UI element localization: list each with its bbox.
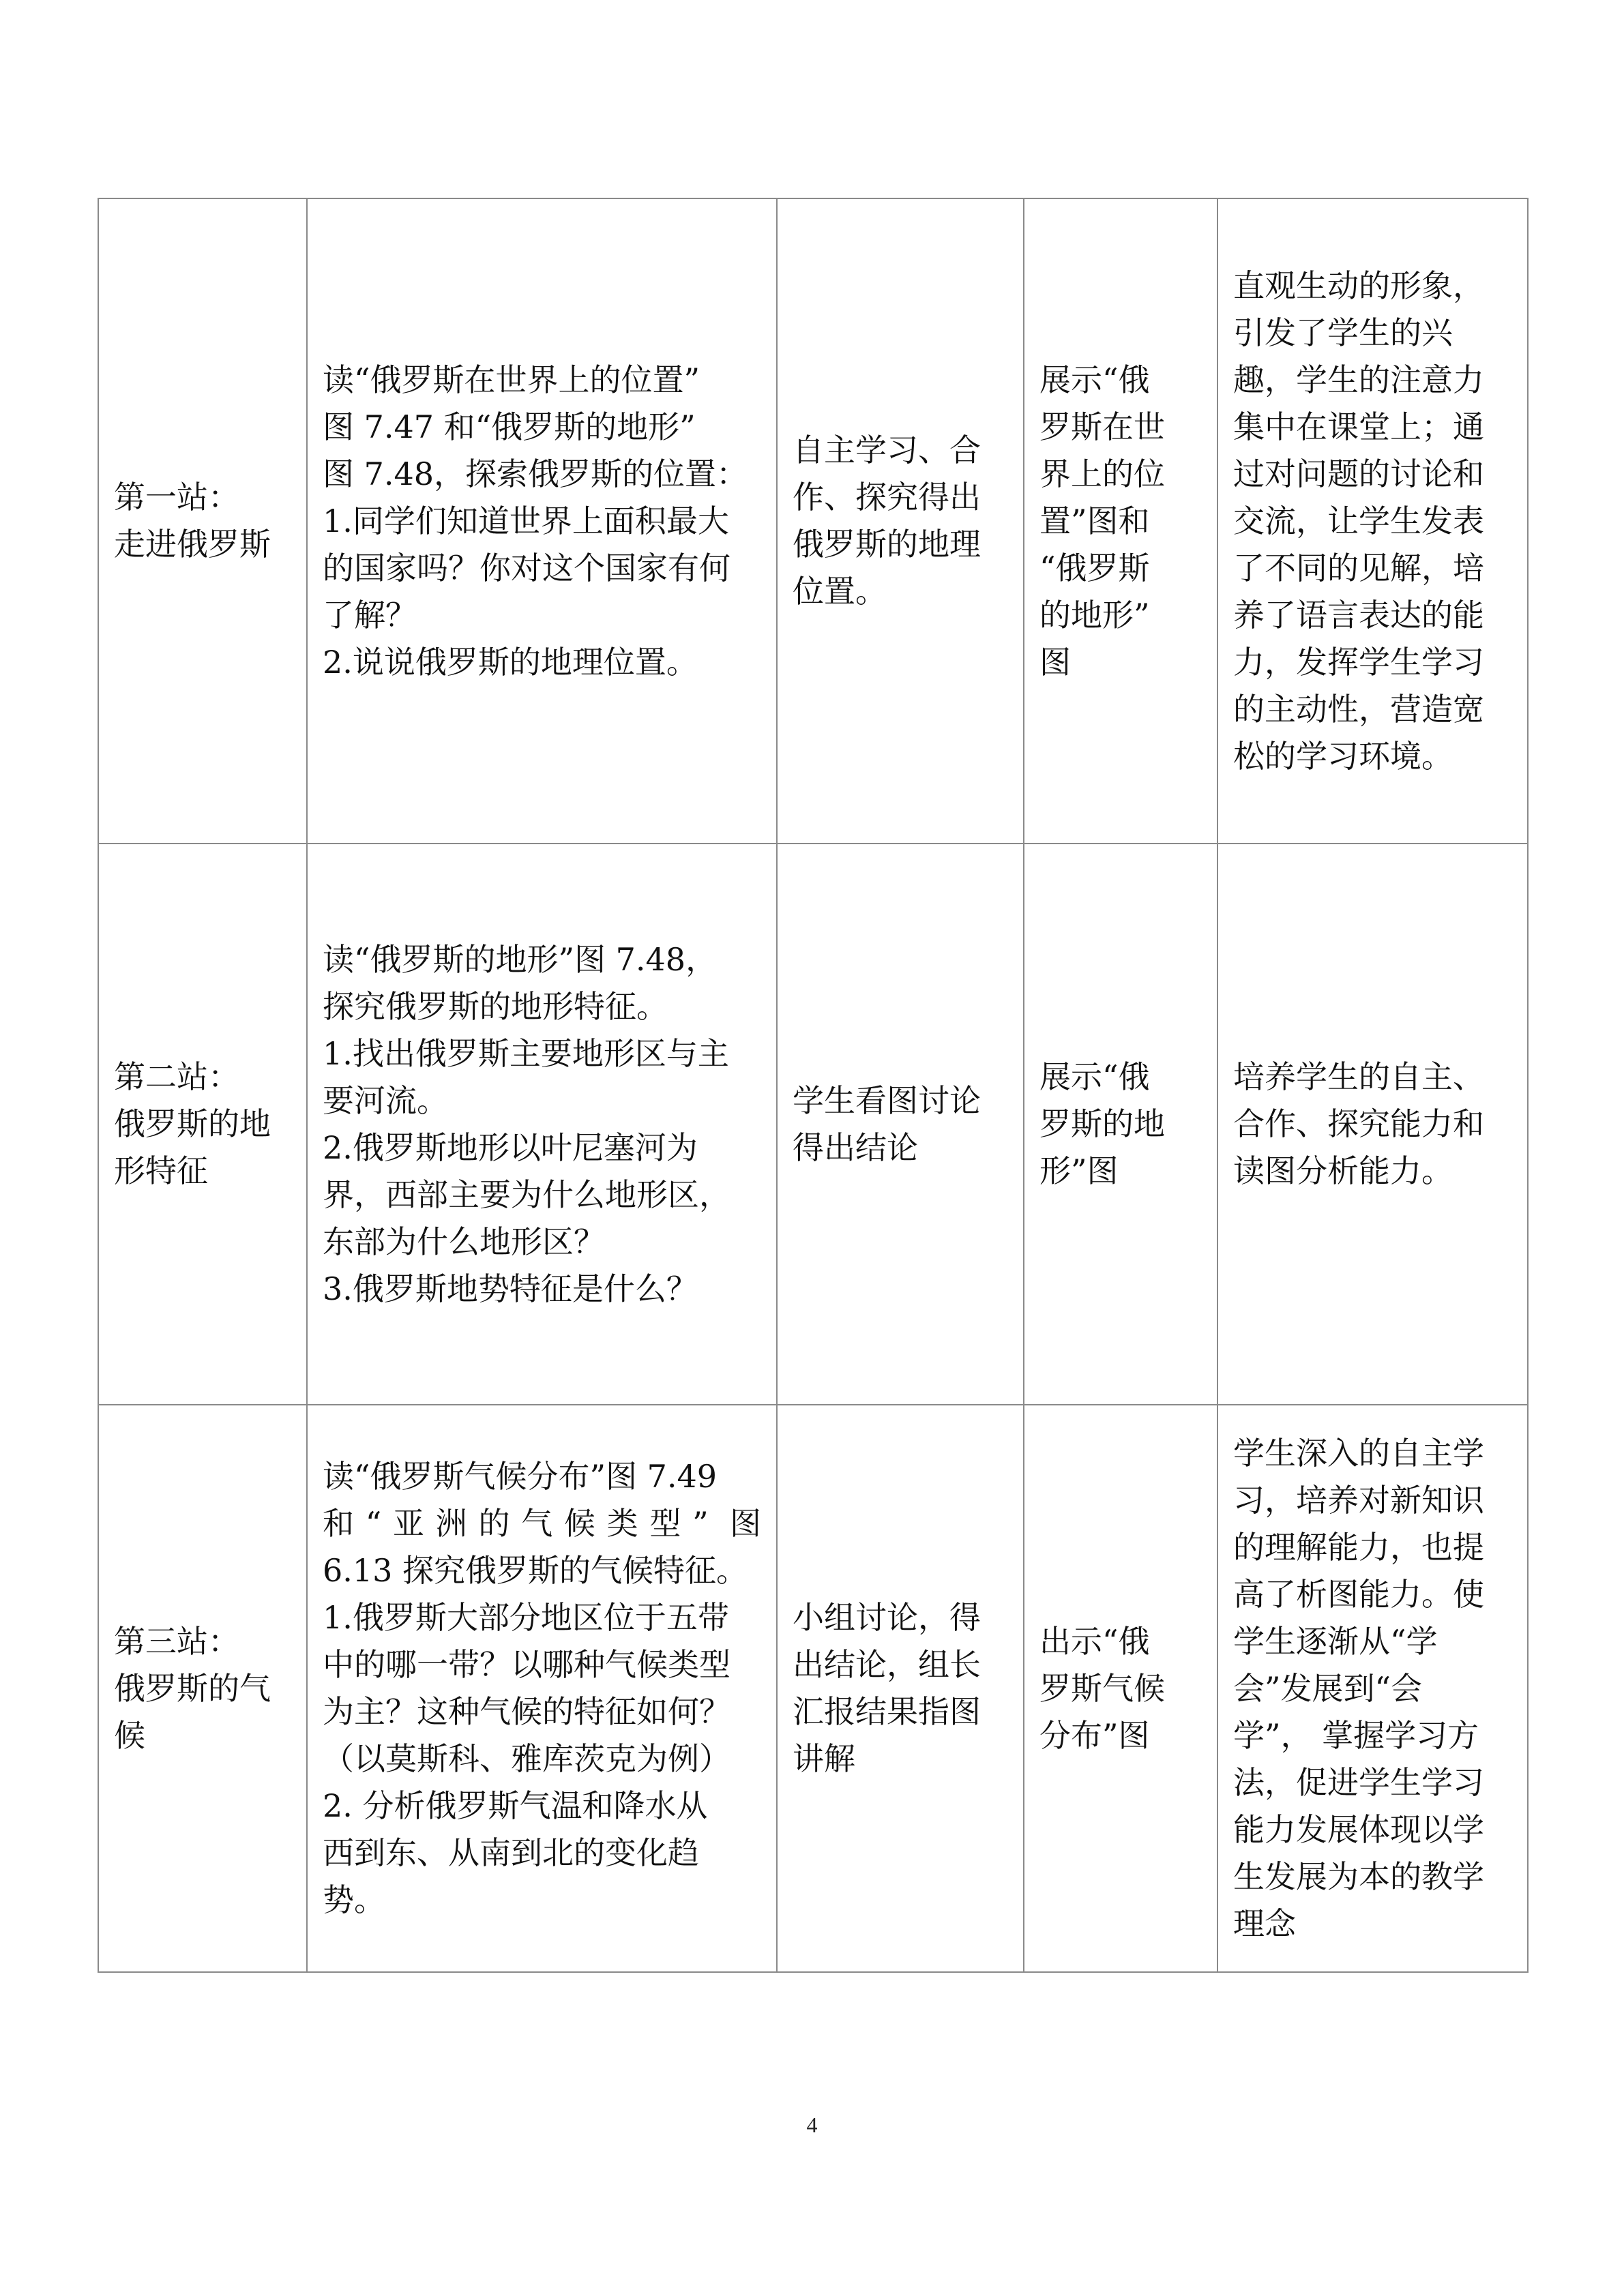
cell-text-line: 图 [1039, 643, 1071, 681]
cell-text-line: 习，培养对新知识 [1233, 1481, 1484, 1519]
cell-text-line: 分布”图 [1039, 1716, 1150, 1754]
cell-text-line: 直观生动的形象， [1233, 267, 1484, 304]
cell-text-line: 高了析图能力。使 [1233, 1575, 1484, 1613]
cell-text-line: 集中在课堂上；通 [1233, 408, 1484, 445]
cell-text-line: 的理解能力，也提 [1233, 1528, 1484, 1566]
cell-text-line: 讲解 [793, 1740, 855, 1777]
cell-text-line: 读“俄罗斯气候分布”图 7.49 [323, 1458, 718, 1495]
cell-text-line: 走进俄罗斯 [114, 526, 271, 563]
cell-text-line: 东部为什么地形区？ [323, 1223, 605, 1260]
cell-text-line: 罗斯的地 [1039, 1105, 1165, 1142]
cell-text-line: 为主？这种气候的特征如何？ [323, 1693, 730, 1730]
station-cell [98, 198, 307, 844]
cell-text-line: 引发了学生的兴 [1233, 314, 1453, 351]
cell-text-line: 合作、探究能力和 [1233, 1105, 1484, 1142]
cell-text-line: 过对问题的讨论和 [1233, 455, 1484, 492]
cell-text-line: 养了语言表达的能 [1233, 596, 1484, 633]
cell-text-line: 要河流。 [323, 1082, 448, 1119]
cell-text-line: 界，西部主要为什么地形区， [323, 1176, 730, 1213]
cell-text-line: 罗斯气候 [1039, 1669, 1165, 1707]
cell-text-line: 探究俄罗斯的地形特征。 [323, 987, 668, 1025]
cell-text-line: 俄罗斯的地理 [793, 526, 981, 563]
station-cell [98, 844, 307, 1405]
cell-text-line: 展示“俄 [1039, 361, 1150, 398]
task-cell [307, 198, 777, 844]
cell-text-line: 学生看图讨论 [793, 1082, 981, 1119]
cell-text-line: 学生逐渐从“学 [1233, 1622, 1438, 1660]
cell-text-line: 的主动性，营造宽 [1233, 690, 1484, 728]
cell-text-line: 理念 [1233, 1905, 1296, 1942]
lesson-plan-table-body [98, 198, 1528, 1972]
cell-text-line: 读“俄罗斯的地形”图 7.48， [323, 940, 718, 978]
station-cell [98, 1405, 307, 1972]
cell-text-line: 罗斯在世 [1039, 408, 1165, 445]
cell-text-line: 力，发挥学生学习 [1233, 643, 1484, 681]
cell-text-line: 的地形” [1039, 596, 1150, 633]
cell-text-line: 法，促进学生学习 [1233, 1763, 1484, 1801]
design-intent-cell [1217, 1405, 1528, 1972]
cell-text-line: 和“亚洲的气候类型” 图 [323, 1505, 761, 1542]
student-activity-cell [777, 198, 1024, 844]
cell-text-line: 3.俄罗斯地势特征是什么？ [323, 1270, 698, 1307]
cell-text-line: 汇报结果指图 [793, 1693, 981, 1730]
cell-text-line: 形特征 [114, 1152, 208, 1189]
cell-text-line: 会”发展到“会 [1233, 1669, 1423, 1707]
cell-text-line: 松的学习环境。 [1233, 737, 1453, 775]
cell-text-line: 了不同的见解，培 [1233, 549, 1484, 586]
teacher-activity-cell [1024, 198, 1217, 844]
cell-text-line: 2. 分析俄罗斯气温和降水从 [323, 1787, 708, 1824]
cell-text-line: 第二站： [114, 1058, 239, 1095]
design-intent-cell [1217, 844, 1528, 1405]
cell-text-line: 第三站： [114, 1622, 239, 1660]
cell-text-line: 1.俄罗斯大部分地区位于五带 [323, 1599, 729, 1636]
cell-text-line: 2.俄罗斯地形以叶尼塞河为 [323, 1129, 698, 1166]
table-row [98, 198, 1528, 844]
cell-text-line: 自主学习、合 [793, 432, 981, 468]
cell-text-line: 位置。 [793, 573, 887, 610]
cell-text-line: 图 7.48，探索俄罗斯的位置： [323, 455, 748, 492]
task-cell [307, 844, 777, 1405]
cell-text-line: 得出结论 [793, 1129, 918, 1166]
cell-text-line: 培养学生的自主、 [1233, 1058, 1484, 1095]
cell-text-line: 2.说说俄罗斯的地理位置。 [323, 643, 698, 681]
table-row [98, 844, 1528, 1405]
cell-text-line: 俄罗斯的气 [114, 1669, 271, 1707]
cell-text-line: 1.找出俄罗斯主要地形区与主 [323, 1034, 729, 1072]
task-cell [307, 1405, 777, 1972]
design-intent-cell [1217, 198, 1528, 844]
lesson-plan-table [98, 198, 1529, 1973]
teacher-activity-cell [1024, 1405, 1217, 1972]
cell-text-line: 候 [114, 1716, 145, 1754]
student-activity-cell [777, 1405, 1024, 1972]
teacher-activity-cell [1024, 844, 1217, 1405]
cell-text-line: 俄罗斯的地 [114, 1105, 271, 1142]
student-activity-cell [777, 844, 1024, 1405]
cell-text-line: 生发展为本的教学 [1233, 1858, 1484, 1895]
cell-text-line: 形”图 [1039, 1152, 1119, 1189]
cell-text-line: 势。 [323, 1881, 385, 1918]
cell-text-line: 出示“俄 [1039, 1622, 1150, 1660]
cell-text-line: 小组讨论，得 [793, 1599, 981, 1636]
cell-text-line: 1.同学们知道世界上面积最大 [323, 502, 729, 539]
cell-text-line: 趣，学生的注意力 [1233, 361, 1484, 398]
table-row [98, 1405, 1528, 1972]
cell-text-line: 界上的位 [1039, 455, 1165, 492]
cell-text-line: 中的哪一带？以哪种气候类型 [323, 1646, 730, 1683]
cell-text-line: 学”， 掌握学习方 [1233, 1716, 1479, 1754]
cell-text-line: 图 7.47 和“俄罗斯的地形” [323, 408, 696, 445]
cell-text-line: 的国家吗？你对这个国家有何 [323, 549, 730, 586]
cell-text-line: 读“俄罗斯在世界上的位置” [323, 361, 700, 398]
cell-text-line: 能力发展体现以学 [1233, 1810, 1484, 1848]
cell-text-line: “俄罗斯 [1039, 549, 1150, 586]
cell-text-line: 出结论，组长 [793, 1646, 981, 1683]
cell-text-line: 第一站： [114, 479, 239, 516]
cell-text-line: 西到东、从南到北的变化趋 [323, 1834, 699, 1871]
cell-text-line: 学生深入的自主学 [1233, 1434, 1484, 1472]
cell-text-line: 读图分析能力。 [1233, 1152, 1453, 1189]
cell-text-line: 置”图和 [1039, 502, 1150, 539]
cell-text-line: 6.13 探究俄罗斯的气候特征。 [323, 1552, 748, 1589]
cell-text-line: 作、探究得出 [793, 479, 981, 516]
cell-text-line: （以莫斯科、雅库茨克为例） [323, 1740, 730, 1777]
cell-text-line: 交流，让学生发表 [1233, 502, 1484, 539]
cell-text-line: 了解？ [323, 596, 417, 633]
page-number: 4 [806, 2113, 818, 2137]
cell-text-line: 展示“俄 [1039, 1058, 1150, 1095]
